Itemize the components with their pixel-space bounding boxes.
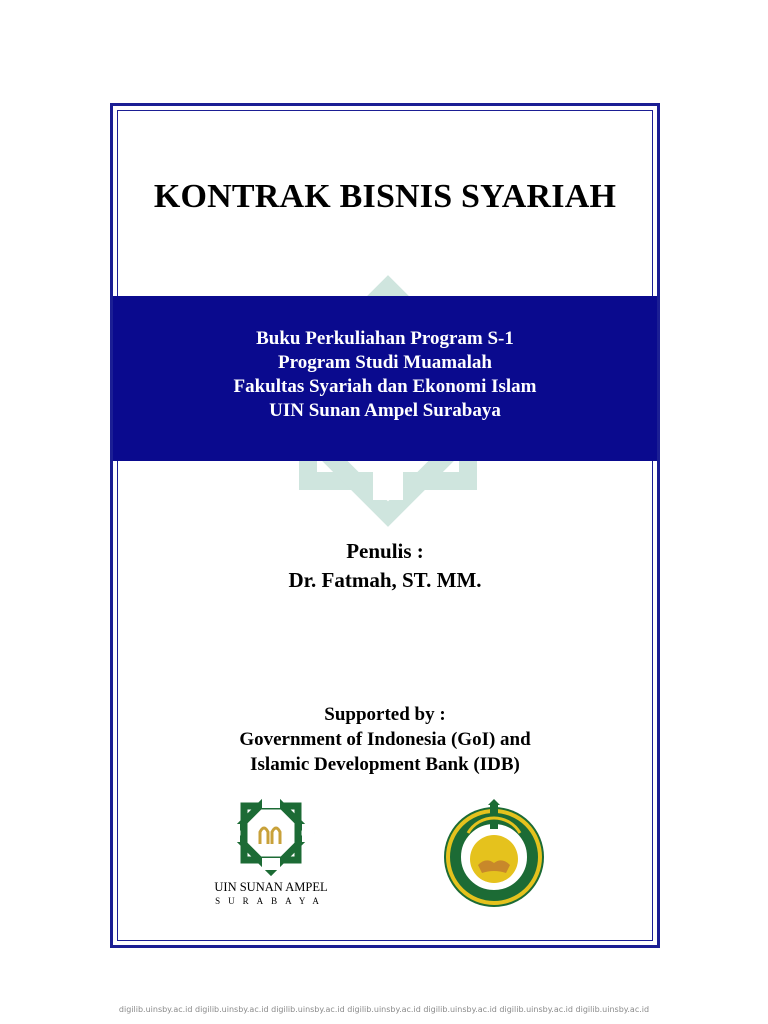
subtitle-lines [113, 327, 657, 423]
book-cover [110, 103, 660, 948]
idb-logo-icon [438, 799, 550, 911]
author-block [113, 537, 657, 595]
book-title: KONTRAK BISNIS SYARIAH [153, 178, 617, 215]
subtitle-line: Program Studi Muamalah [278, 352, 492, 373]
support-line: Government of Indonesia (GoI) and [239, 729, 531, 750]
digilib-footer-watermark: digilib.uinsby.ac.id digilib.uinsby.ac.id digilib.uinsby.ac.id digilib.uinsby.ac.id digilib.uinsby.ac.id digilib.uinsby.ac.id digilib.uinsby.ac.id [118, 1005, 650, 1014]
support-line: Islamic Development Bank (IDB) [250, 754, 520, 775]
support-label: Supported by : [324, 704, 446, 725]
author-label: Penulis : [346, 539, 424, 563]
subtitle-line: Fakultas Syariah dan Ekonomi Islam [233, 376, 537, 397]
author-name: Dr. Fatmah, ST. MM. [288, 568, 482, 592]
subtitle-line: Buku Perkuliahan Program S-1 [256, 328, 514, 349]
support-block [113, 702, 657, 777]
subtitle-line: UIN Sunan Ampel Surabaya [269, 400, 501, 421]
uin-logo-name: UIN SUNAN AMPEL [214, 880, 328, 894]
uin-logo-city: SURABAYA [215, 896, 327, 906]
